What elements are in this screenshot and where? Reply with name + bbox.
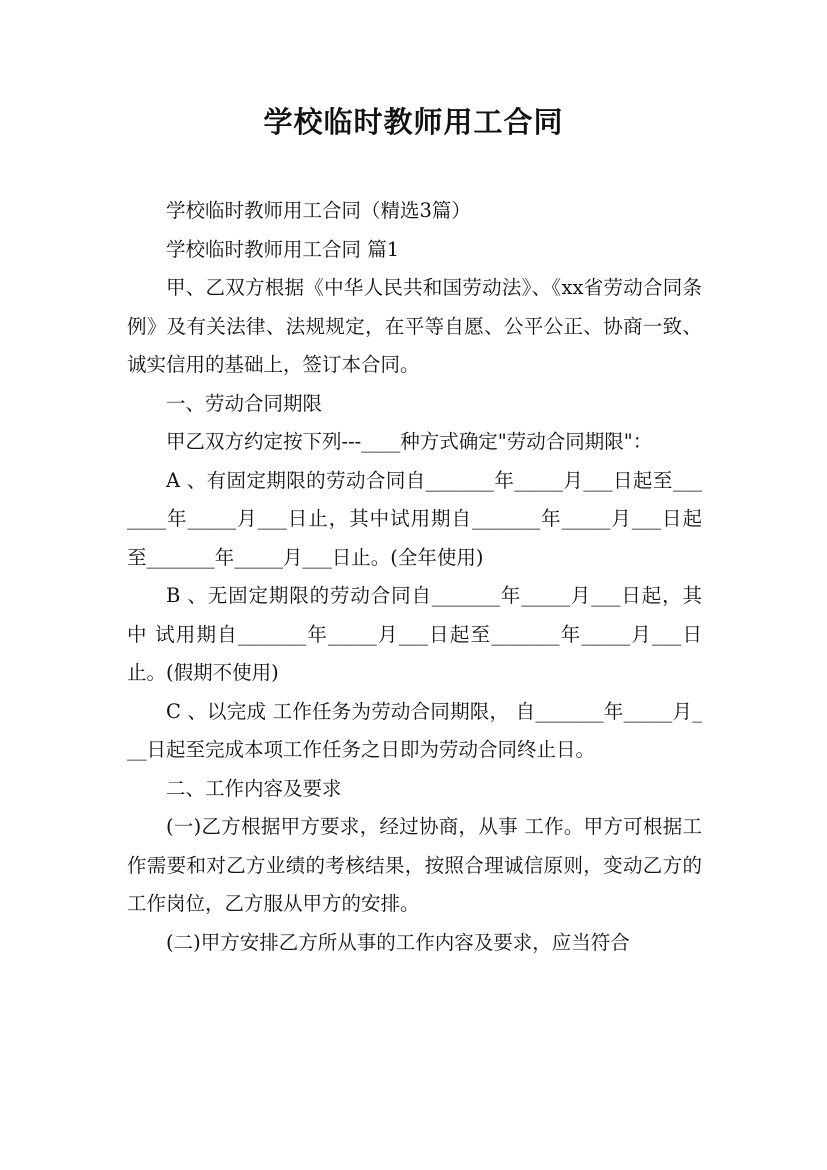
option-paragraph: A 、有固定期限的劳动合同自_______年_____月___日起至_______年_____月___日止，其中试用期自_______年_____月___日起至_______年_____月___日止。(全年使用) [127,468,702,569]
clause-heading: 二、工作内容及要求 [166,776,342,800]
option-paragraph: C 、以完成 工作任务为劳动合同期限， 自_______年_____月___日起至完成本项工作任务之日即为劳动合同终止日。 [127,699,702,761]
clause-heading: 一、劳动合同期限 [166,391,323,415]
subtitle-paragraph: 学校临时教师用工合同（精选3篇） [166,199,471,222]
document-body [127,192,702,962]
section-heading: 学校临时教师用工合同 篇1 [166,237,400,261]
document-title: 学校临时教师用工合同 [263,105,564,139]
option-paragraph: B 、无固定期限的劳动合同自_______年_____月___日起，其中 试用期自_______年_____月___日起至_______年_____月___日止。(假期不使用) [127,584,702,684]
body-paragraph: (二)甲方安排乙方所从事的工作内容及要求，应当符合 [166,930,630,954]
body-paragraph: 甲、乙双方根据《中华人民共和国劳动法》、《xx省劳动合同条例》及有关法律、法规规定，在平等自愿、公平公正、协商一致、诚实信用的基础上，签订本合同。 [127,276,702,376]
body-paragraph: (一)乙方根据甲方要求，经过协商，从事 工作。甲方可根据工作需要和对乙方业绩的考核结果，按照合理诚信原则，变动乙方的工作岗位，乙方服从甲方的安排。 [127,815,702,915]
body-paragraph: 甲乙双方约定按下列---____种方式确定"劳动合同期限"： [166,430,653,453]
